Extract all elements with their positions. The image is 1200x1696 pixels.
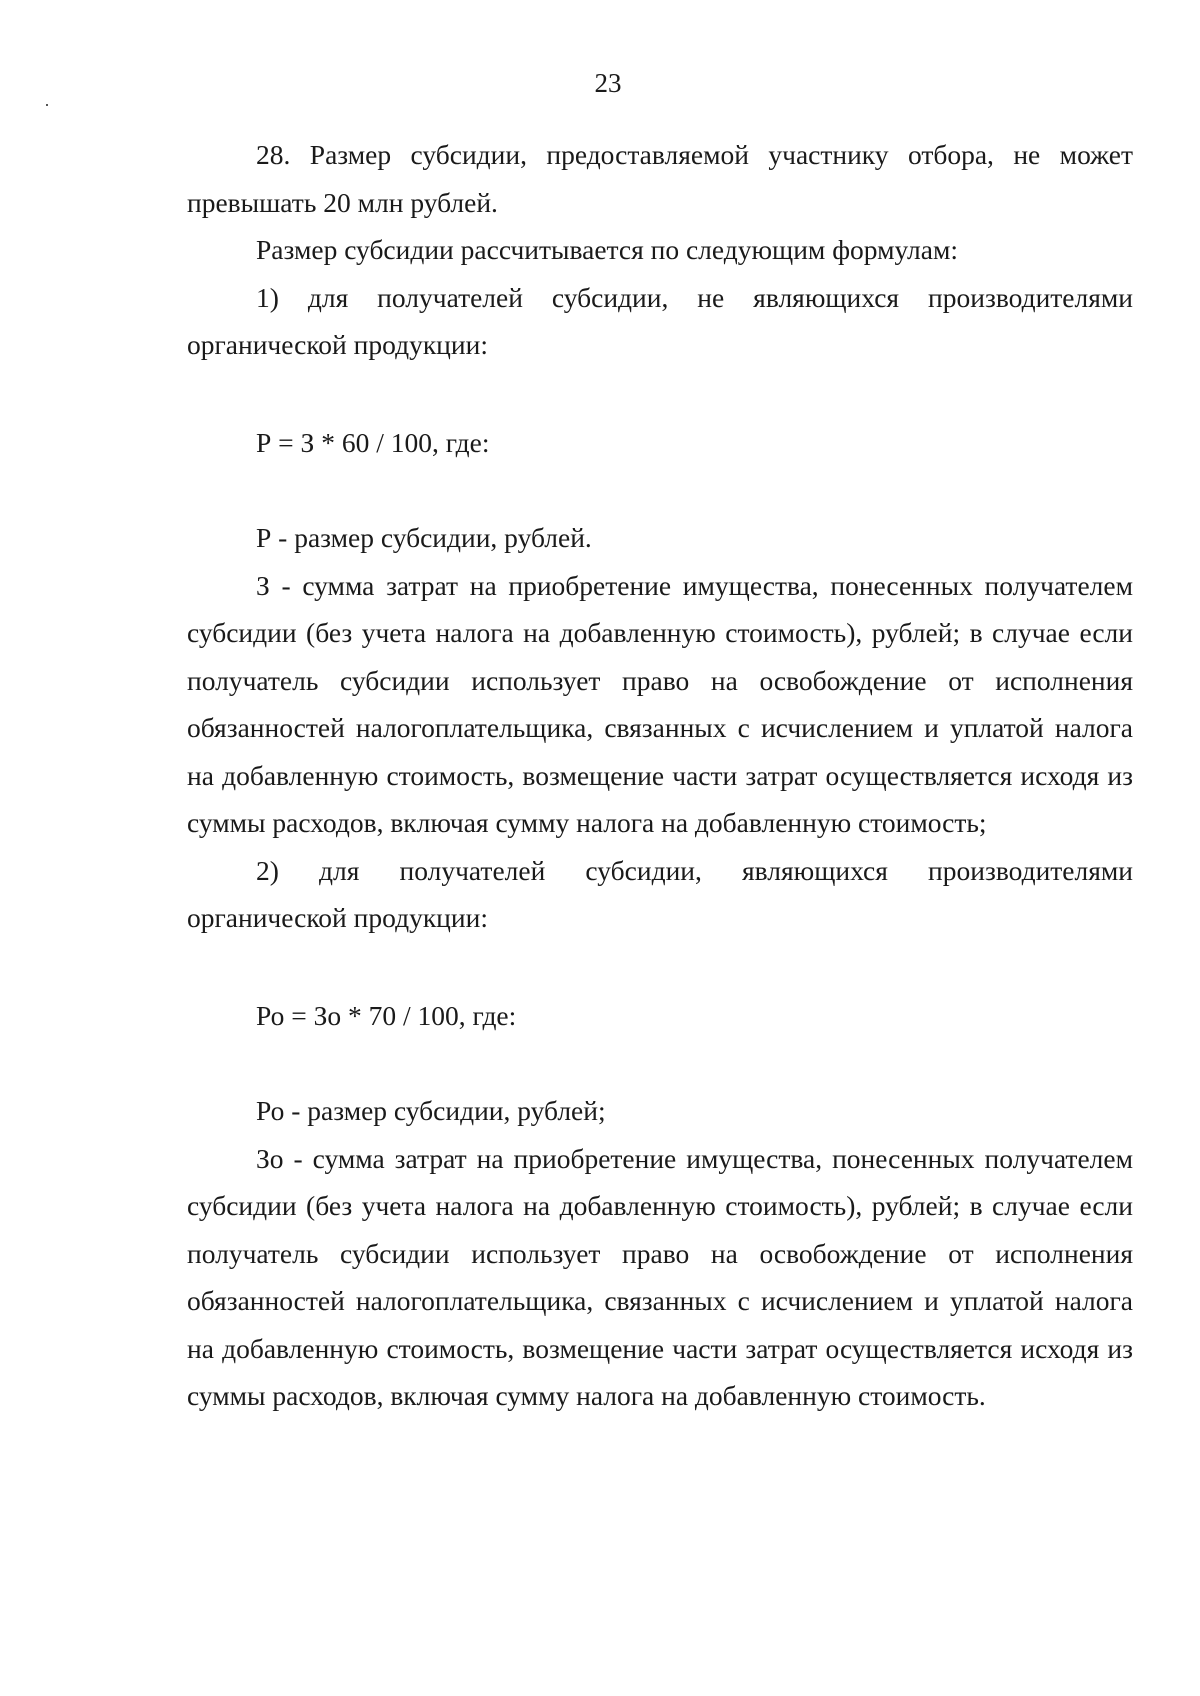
definition-z: З - сумма затрат на приобретение имущества, понесенных получателем субсидии (без учета налога на добавленную стоимость), рублей; в случае если получатель субсидии использует право на освобождение от исполнения обязанностей налогоплательщика, связанных с исчислением и уплатой налога на добавленную стоимость, возмещение части затрат осуществляется исходя из суммы расходов, включая сумму налога на добавленную стоимость; <box>187 569 1133 838</box>
formula-1: Р = З * 60 / 100, где: <box>256 426 490 458</box>
calculation-intro: Размер субсидии рассчитывается по следующим формулам: <box>256 234 959 265</box>
scan-speck <box>46 104 48 106</box>
spacer <box>187 369 1133 419</box>
paragraph-28: 28. Размер субсидии, предоставляемой участнику отбора, не может превышать 20 млн рублей. <box>187 139 1133 218</box>
spacer <box>187 942 1133 992</box>
spacer <box>187 1039 1133 1087</box>
spacer <box>187 466 1133 514</box>
formula-2: Ро = Зо * 70 / 100, где: <box>256 999 517 1031</box>
definition-p: Р - размер субсидии, рублей. <box>256 522 592 553</box>
list-item-2: 2) для получателей субсидии, являющихся производителями органической продукции: <box>187 854 1133 933</box>
definition-zo: Зо - сумма затрат на приобретение имущества, понесенных получателем субсидии (без учета налога на добавленную стоимость), рублей; в случае если получатель субсидии использует право на освобождение от исполнения обязанностей налогоплательщика, связанных с исчислением и уплатой налога на добавленную стоимость, возмещение части затрат осуществляется исходя из суммы расходов, включая сумму налога на добавленную стоимость. <box>187 1142 1133 1411</box>
definition-po: Ро - размер субсидии, рублей; <box>256 1095 606 1126</box>
document-body <box>187 131 1133 1420</box>
page-number: 23 <box>594 68 622 98</box>
list-item-1: 1) для получателей субсидии, не являющихся производителями органической продукции: <box>187 281 1133 360</box>
